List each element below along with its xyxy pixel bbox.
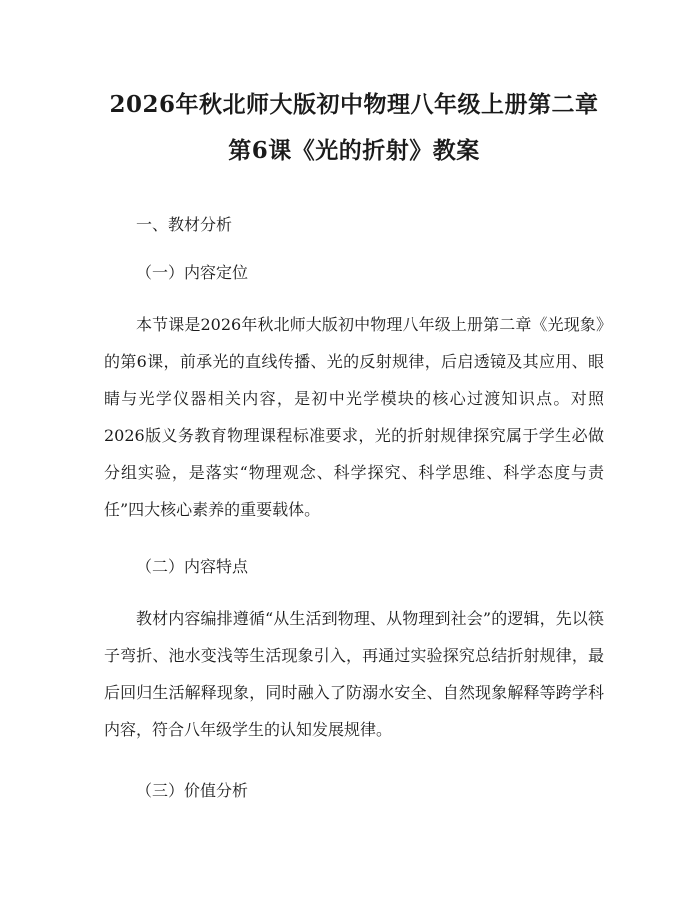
subsection-heading-content-features: （二）内容特点 [136,557,249,576]
subsection-heading-content-positioning: （一）内容定位 [136,263,249,282]
subsection-heading-value-analysis: （三）价值分析 [136,781,249,800]
paragraph-content-features: 教材内容编排遵循“从生活到物理、从物理到社会”的逻辑，先以筷子弯折、池水变浅等生活现象引入，再通过实验探究总结折射规律，最后回归生活解释现象，同时融入了防溺水安全、自然现象解释等跨学科内容，符合八年级学生的认知发展规律。 [104,609,604,739]
section-heading-teaching-material-analysis: 一、教材分析 [136,215,233,234]
paragraph-content-positioning: 本节课是2026年秋北师大版初中物理八年级上册第二章《光现象》的第6课，前承光的直线传播、光的反射规律，后启透镜及其应用、眼睛与光学仪器相关内容，是初中光学模块的核心过渡知识点。对照2026版义务教育物理课程标准要求，光的折射规律探究属于学生必做分组实验，是落实“物理观念、科学探究、科学思维、科学态度与责任”四大核心素养的重要载体。 [104,315,604,519]
document-title: 2026年秋北师大版初中物理八年级上册第二章第6课《光的折射》教案 [109,91,599,164]
